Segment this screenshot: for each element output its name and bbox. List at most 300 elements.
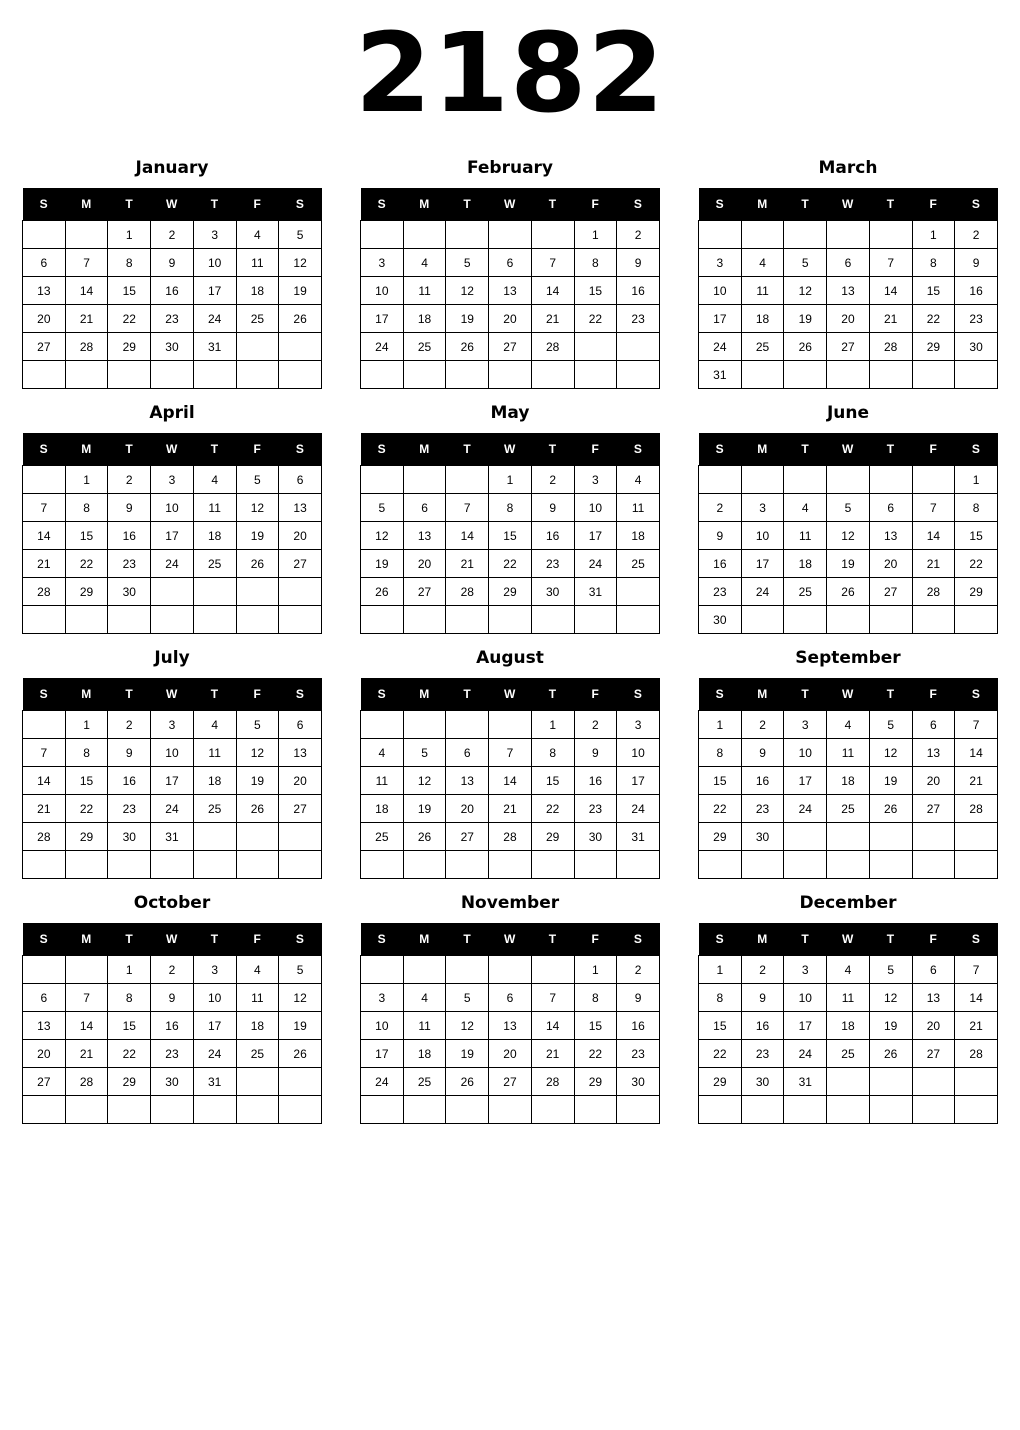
day-cell[interactable]: 15 [108, 277, 151, 305]
day-cell[interactable]: 24 [151, 550, 194, 578]
day-cell[interactable]: 1 [489, 466, 532, 494]
day-cell[interactable]: 4 [403, 984, 446, 1012]
day-cell[interactable]: 7 [489, 739, 532, 767]
day-cell[interactable]: 5 [236, 711, 279, 739]
day-cell[interactable]: 12 [403, 767, 446, 795]
day-cell[interactable]: 19 [279, 277, 322, 305]
day-cell[interactable]: 15 [912, 277, 955, 305]
day-cell[interactable]: 26 [279, 305, 322, 333]
day-cell[interactable]: 6 [279, 466, 322, 494]
day-cell[interactable]: 16 [151, 1012, 194, 1040]
day-cell[interactable]: 14 [912, 522, 955, 550]
day-cell[interactable]: 13 [279, 494, 322, 522]
day-cell[interactable]: 11 [827, 739, 870, 767]
day-cell[interactable]: 10 [193, 249, 236, 277]
day-cell[interactable]: 8 [108, 249, 151, 277]
day-cell[interactable]: 5 [869, 956, 912, 984]
day-cell[interactable]: 11 [193, 494, 236, 522]
day-cell[interactable]: 3 [193, 221, 236, 249]
day-cell[interactable]: 27 [279, 550, 322, 578]
day-cell[interactable]: 7 [955, 956, 998, 984]
day-cell[interactable]: 17 [151, 522, 194, 550]
day-cell[interactable]: 22 [65, 550, 108, 578]
day-cell[interactable]: 16 [699, 550, 742, 578]
day-cell[interactable]: 11 [784, 522, 827, 550]
day-cell[interactable]: 21 [446, 550, 489, 578]
day-cell[interactable]: 28 [955, 795, 998, 823]
day-cell[interactable]: 24 [193, 1040, 236, 1068]
day-cell[interactable]: 26 [784, 333, 827, 361]
day-cell[interactable]: 12 [784, 277, 827, 305]
day-cell[interactable]: 21 [531, 305, 574, 333]
day-cell[interactable]: 28 [955, 1040, 998, 1068]
day-cell[interactable]: 31 [193, 333, 236, 361]
day-cell[interactable]: 27 [489, 333, 532, 361]
day-cell[interactable]: 27 [403, 578, 446, 606]
day-cell[interactable]: 10 [741, 522, 784, 550]
day-cell[interactable]: 21 [531, 1040, 574, 1068]
day-cell[interactable]: 8 [574, 984, 617, 1012]
day-cell[interactable]: 4 [617, 466, 660, 494]
day-cell[interactable]: 22 [489, 550, 532, 578]
day-cell[interactable]: 25 [741, 333, 784, 361]
day-cell[interactable]: 22 [108, 305, 151, 333]
day-cell[interactable]: 28 [23, 823, 66, 851]
day-cell[interactable]: 9 [741, 739, 784, 767]
day-cell[interactable]: 16 [617, 277, 660, 305]
day-cell[interactable]: 18 [827, 1012, 870, 1040]
day-cell[interactable]: 28 [65, 1068, 108, 1096]
day-cell[interactable]: 9 [531, 494, 574, 522]
day-cell[interactable]: 3 [784, 711, 827, 739]
day-cell[interactable]: 1 [912, 221, 955, 249]
day-cell[interactable]: 13 [489, 1012, 532, 1040]
day-cell[interactable]: 14 [531, 277, 574, 305]
day-cell[interactable]: 7 [23, 739, 66, 767]
day-cell[interactable]: 2 [108, 466, 151, 494]
day-cell[interactable]: 16 [151, 277, 194, 305]
day-cell[interactable]: 14 [489, 767, 532, 795]
day-cell[interactable]: 28 [23, 578, 66, 606]
day-cell[interactable]: 5 [784, 249, 827, 277]
day-cell[interactable]: 27 [869, 578, 912, 606]
day-cell[interactable]: 3 [151, 711, 194, 739]
day-cell[interactable]: 25 [403, 333, 446, 361]
day-cell[interactable]: 27 [912, 1040, 955, 1068]
day-cell[interactable]: 9 [151, 984, 194, 1012]
day-cell[interactable]: 26 [361, 578, 404, 606]
day-cell[interactable]: 5 [827, 494, 870, 522]
day-cell[interactable]: 27 [912, 795, 955, 823]
day-cell[interactable]: 15 [65, 522, 108, 550]
day-cell[interactable]: 12 [236, 739, 279, 767]
day-cell[interactable]: 13 [912, 984, 955, 1012]
day-cell[interactable]: 19 [784, 305, 827, 333]
day-cell[interactable]: 3 [574, 466, 617, 494]
day-cell[interactable]: 2 [741, 711, 784, 739]
day-cell[interactable]: 18 [236, 1012, 279, 1040]
day-cell[interactable]: 3 [193, 956, 236, 984]
day-cell[interactable]: 5 [361, 494, 404, 522]
day-cell[interactable]: 13 [23, 277, 66, 305]
day-cell[interactable]: 6 [23, 249, 66, 277]
day-cell[interactable]: 4 [193, 466, 236, 494]
day-cell[interactable]: 29 [108, 333, 151, 361]
day-cell[interactable]: 9 [699, 522, 742, 550]
day-cell[interactable]: 14 [23, 767, 66, 795]
day-cell[interactable]: 30 [108, 578, 151, 606]
day-cell[interactable]: 16 [108, 522, 151, 550]
day-cell[interactable]: 3 [617, 711, 660, 739]
day-cell[interactable]: 2 [699, 494, 742, 522]
day-cell[interactable]: 24 [741, 578, 784, 606]
day-cell[interactable]: 27 [279, 795, 322, 823]
day-cell[interactable]: 29 [699, 823, 742, 851]
day-cell[interactable]: 16 [574, 767, 617, 795]
day-cell[interactable]: 6 [23, 984, 66, 1012]
day-cell[interactable]: 8 [955, 494, 998, 522]
day-cell[interactable]: 2 [151, 221, 194, 249]
day-cell[interactable]: 30 [108, 823, 151, 851]
day-cell[interactable]: 24 [361, 1068, 404, 1096]
day-cell[interactable]: 24 [151, 795, 194, 823]
day-cell[interactable]: 1 [65, 711, 108, 739]
day-cell[interactable]: 11 [236, 249, 279, 277]
day-cell[interactable]: 7 [912, 494, 955, 522]
day-cell[interactable]: 30 [741, 1068, 784, 1096]
day-cell[interactable]: 6 [827, 249, 870, 277]
day-cell[interactable]: 11 [193, 739, 236, 767]
day-cell[interactable]: 16 [617, 1012, 660, 1040]
day-cell[interactable]: 22 [699, 1040, 742, 1068]
day-cell[interactable]: 7 [65, 249, 108, 277]
day-cell[interactable]: 20 [869, 550, 912, 578]
day-cell[interactable]: 7 [531, 984, 574, 1012]
day-cell[interactable]: 20 [912, 767, 955, 795]
day-cell[interactable]: 1 [699, 956, 742, 984]
day-cell[interactable]: 8 [531, 739, 574, 767]
day-cell[interactable]: 31 [193, 1068, 236, 1096]
day-cell[interactable]: 7 [23, 494, 66, 522]
day-cell[interactable]: 16 [531, 522, 574, 550]
day-cell[interactable]: 15 [65, 767, 108, 795]
day-cell[interactable]: 14 [23, 522, 66, 550]
day-cell[interactable]: 23 [108, 795, 151, 823]
day-cell[interactable]: 22 [531, 795, 574, 823]
day-cell[interactable]: 17 [699, 305, 742, 333]
day-cell[interactable]: 4 [193, 711, 236, 739]
day-cell[interactable]: 18 [193, 522, 236, 550]
day-cell[interactable]: 9 [617, 249, 660, 277]
day-cell[interactable]: 27 [489, 1068, 532, 1096]
day-cell[interactable]: 19 [869, 767, 912, 795]
day-cell[interactable]: 8 [574, 249, 617, 277]
day-cell[interactable]: 4 [784, 494, 827, 522]
day-cell[interactable]: 22 [699, 795, 742, 823]
day-cell[interactable]: 15 [955, 522, 998, 550]
day-cell[interactable]: 26 [236, 550, 279, 578]
day-cell[interactable]: 14 [65, 1012, 108, 1040]
day-cell[interactable]: 8 [699, 984, 742, 1012]
day-cell[interactable]: 10 [574, 494, 617, 522]
day-cell[interactable]: 12 [236, 494, 279, 522]
day-cell[interactable]: 24 [784, 1040, 827, 1068]
day-cell[interactable]: 10 [193, 984, 236, 1012]
day-cell[interactable]: 19 [279, 1012, 322, 1040]
day-cell[interactable]: 16 [741, 767, 784, 795]
day-cell[interactable]: 8 [65, 739, 108, 767]
day-cell[interactable]: 29 [699, 1068, 742, 1096]
day-cell[interactable]: 2 [955, 221, 998, 249]
day-cell[interactable]: 19 [236, 522, 279, 550]
day-cell[interactable]: 28 [531, 1068, 574, 1096]
day-cell[interactable]: 10 [784, 984, 827, 1012]
day-cell[interactable]: 2 [531, 466, 574, 494]
day-cell[interactable]: 26 [403, 823, 446, 851]
day-cell[interactable]: 12 [869, 984, 912, 1012]
day-cell[interactable]: 21 [65, 305, 108, 333]
day-cell[interactable]: 18 [403, 305, 446, 333]
day-cell[interactable]: 21 [23, 550, 66, 578]
day-cell[interactable]: 24 [784, 795, 827, 823]
day-cell[interactable]: 31 [699, 361, 742, 389]
day-cell[interactable]: 15 [489, 522, 532, 550]
day-cell[interactable]: 20 [23, 1040, 66, 1068]
day-cell[interactable]: 13 [403, 522, 446, 550]
day-cell[interactable]: 5 [279, 956, 322, 984]
day-cell[interactable]: 23 [955, 305, 998, 333]
day-cell[interactable]: 13 [912, 739, 955, 767]
day-cell[interactable]: 5 [236, 466, 279, 494]
day-cell[interactable]: 8 [489, 494, 532, 522]
day-cell[interactable]: 20 [23, 305, 66, 333]
day-cell[interactable]: 1 [955, 466, 998, 494]
day-cell[interactable]: 4 [236, 956, 279, 984]
day-cell[interactable]: 21 [65, 1040, 108, 1068]
day-cell[interactable]: 26 [869, 795, 912, 823]
day-cell[interactable]: 6 [912, 956, 955, 984]
day-cell[interactable]: 11 [236, 984, 279, 1012]
day-cell[interactable]: 30 [955, 333, 998, 361]
day-cell[interactable]: 3 [361, 984, 404, 1012]
day-cell[interactable]: 23 [531, 550, 574, 578]
day-cell[interactable]: 7 [65, 984, 108, 1012]
day-cell[interactable]: 25 [403, 1068, 446, 1096]
day-cell[interactable]: 19 [827, 550, 870, 578]
day-cell[interactable]: 12 [827, 522, 870, 550]
day-cell[interactable]: 8 [108, 984, 151, 1012]
day-cell[interactable]: 30 [151, 1068, 194, 1096]
day-cell[interactable]: 11 [617, 494, 660, 522]
day-cell[interactable]: 26 [446, 333, 489, 361]
day-cell[interactable]: 8 [912, 249, 955, 277]
day-cell[interactable]: 15 [574, 277, 617, 305]
day-cell[interactable]: 20 [446, 795, 489, 823]
day-cell[interactable]: 23 [699, 578, 742, 606]
day-cell[interactable]: 17 [784, 1012, 827, 1040]
day-cell[interactable]: 12 [446, 1012, 489, 1040]
day-cell[interactable]: 15 [699, 767, 742, 795]
day-cell[interactable]: 28 [531, 333, 574, 361]
day-cell[interactable]: 30 [151, 333, 194, 361]
day-cell[interactable]: 21 [489, 795, 532, 823]
day-cell[interactable]: 10 [699, 277, 742, 305]
day-cell[interactable]: 28 [869, 333, 912, 361]
day-cell[interactable]: 29 [912, 333, 955, 361]
day-cell[interactable]: 21 [955, 1012, 998, 1040]
day-cell[interactable]: 3 [741, 494, 784, 522]
day-cell[interactable]: 11 [403, 277, 446, 305]
day-cell[interactable]: 27 [23, 1068, 66, 1096]
day-cell[interactable]: 31 [617, 823, 660, 851]
day-cell[interactable]: 2 [151, 956, 194, 984]
day-cell[interactable]: 28 [912, 578, 955, 606]
day-cell[interactable]: 18 [617, 522, 660, 550]
day-cell[interactable]: 10 [361, 1012, 404, 1040]
day-cell[interactable]: 19 [869, 1012, 912, 1040]
day-cell[interactable]: 7 [446, 494, 489, 522]
day-cell[interactable]: 6 [489, 984, 532, 1012]
day-cell[interactable]: 4 [741, 249, 784, 277]
day-cell[interactable]: 6 [869, 494, 912, 522]
day-cell[interactable]: 27 [23, 333, 66, 361]
day-cell[interactable]: 23 [741, 1040, 784, 1068]
day-cell[interactable]: 29 [65, 578, 108, 606]
day-cell[interactable]: 18 [784, 550, 827, 578]
day-cell[interactable]: 6 [489, 249, 532, 277]
day-cell[interactable]: 24 [617, 795, 660, 823]
day-cell[interactable]: 23 [617, 305, 660, 333]
day-cell[interactable]: 9 [108, 494, 151, 522]
day-cell[interactable]: 29 [955, 578, 998, 606]
day-cell[interactable]: 8 [65, 494, 108, 522]
day-cell[interactable]: 28 [446, 578, 489, 606]
day-cell[interactable]: 13 [869, 522, 912, 550]
day-cell[interactable]: 28 [65, 333, 108, 361]
day-cell[interactable]: 20 [279, 522, 322, 550]
day-cell[interactable]: 12 [869, 739, 912, 767]
day-cell[interactable]: 10 [151, 494, 194, 522]
day-cell[interactable]: 25 [361, 823, 404, 851]
day-cell[interactable]: 25 [236, 1040, 279, 1068]
day-cell[interactable]: 18 [403, 1040, 446, 1068]
day-cell[interactable]: 11 [361, 767, 404, 795]
day-cell[interactable]: 23 [151, 1040, 194, 1068]
day-cell[interactable]: 24 [699, 333, 742, 361]
day-cell[interactable]: 26 [236, 795, 279, 823]
day-cell[interactable]: 24 [361, 333, 404, 361]
day-cell[interactable]: 10 [361, 277, 404, 305]
day-cell[interactable]: 20 [489, 305, 532, 333]
day-cell[interactable]: 23 [108, 550, 151, 578]
day-cell[interactable]: 17 [361, 305, 404, 333]
day-cell[interactable]: 14 [955, 739, 998, 767]
day-cell[interactable]: 4 [403, 249, 446, 277]
day-cell[interactable]: 6 [446, 739, 489, 767]
day-cell[interactable]: 3 [699, 249, 742, 277]
day-cell[interactable]: 31 [574, 578, 617, 606]
day-cell[interactable]: 20 [489, 1040, 532, 1068]
day-cell[interactable]: 21 [23, 795, 66, 823]
day-cell[interactable]: 16 [108, 767, 151, 795]
day-cell[interactable]: 20 [403, 550, 446, 578]
day-cell[interactable]: 20 [827, 305, 870, 333]
day-cell[interactable]: 23 [151, 305, 194, 333]
day-cell[interactable]: 13 [446, 767, 489, 795]
day-cell[interactable]: 4 [236, 221, 279, 249]
day-cell[interactable]: 29 [108, 1068, 151, 1096]
day-cell[interactable]: 18 [827, 767, 870, 795]
day-cell[interactable]: 3 [361, 249, 404, 277]
day-cell[interactable]: 29 [574, 1068, 617, 1096]
day-cell[interactable]: 20 [912, 1012, 955, 1040]
day-cell[interactable]: 25 [193, 795, 236, 823]
day-cell[interactable]: 19 [403, 795, 446, 823]
day-cell[interactable]: 16 [741, 1012, 784, 1040]
day-cell[interactable]: 25 [827, 1040, 870, 1068]
day-cell[interactable]: 26 [869, 1040, 912, 1068]
day-cell[interactable]: 17 [193, 1012, 236, 1040]
day-cell[interactable]: 11 [741, 277, 784, 305]
day-cell[interactable]: 24 [574, 550, 617, 578]
day-cell[interactable]: 25 [193, 550, 236, 578]
day-cell[interactable]: 2 [741, 956, 784, 984]
day-cell[interactable]: 3 [151, 466, 194, 494]
day-cell[interactable]: 30 [574, 823, 617, 851]
day-cell[interactable]: 1 [108, 221, 151, 249]
day-cell[interactable]: 8 [699, 739, 742, 767]
day-cell[interactable]: 30 [741, 823, 784, 851]
day-cell[interactable]: 26 [827, 578, 870, 606]
day-cell[interactable]: 17 [361, 1040, 404, 1068]
day-cell[interactable]: 9 [955, 249, 998, 277]
day-cell[interactable]: 25 [784, 578, 827, 606]
day-cell[interactable]: 17 [193, 277, 236, 305]
day-cell[interactable]: 25 [617, 550, 660, 578]
day-cell[interactable]: 26 [279, 1040, 322, 1068]
day-cell[interactable]: 4 [827, 711, 870, 739]
day-cell[interactable]: 12 [446, 277, 489, 305]
day-cell[interactable]: 9 [617, 984, 660, 1012]
day-cell[interactable]: 10 [151, 739, 194, 767]
day-cell[interactable]: 22 [574, 1040, 617, 1068]
day-cell[interactable]: 15 [699, 1012, 742, 1040]
day-cell[interactable]: 17 [784, 767, 827, 795]
day-cell[interactable]: 14 [446, 522, 489, 550]
day-cell[interactable]: 17 [741, 550, 784, 578]
day-cell[interactable]: 2 [108, 711, 151, 739]
day-cell[interactable]: 17 [151, 767, 194, 795]
day-cell[interactable]: 17 [574, 522, 617, 550]
day-cell[interactable]: 5 [869, 711, 912, 739]
day-cell[interactable]: 28 [489, 823, 532, 851]
day-cell[interactable]: 14 [869, 277, 912, 305]
day-cell[interactable]: 30 [617, 1068, 660, 1096]
day-cell[interactable]: 3 [784, 956, 827, 984]
day-cell[interactable]: 14 [955, 984, 998, 1012]
day-cell[interactable]: 22 [574, 305, 617, 333]
day-cell[interactable]: 1 [108, 956, 151, 984]
day-cell[interactable]: 11 [827, 984, 870, 1012]
day-cell[interactable]: 15 [108, 1012, 151, 1040]
day-cell[interactable]: 12 [279, 249, 322, 277]
day-cell[interactable]: 13 [827, 277, 870, 305]
day-cell[interactable]: 22 [912, 305, 955, 333]
day-cell[interactable]: 9 [574, 739, 617, 767]
day-cell[interactable]: 22 [65, 795, 108, 823]
day-cell[interactable]: 5 [446, 984, 489, 1012]
day-cell[interactable]: 10 [617, 739, 660, 767]
